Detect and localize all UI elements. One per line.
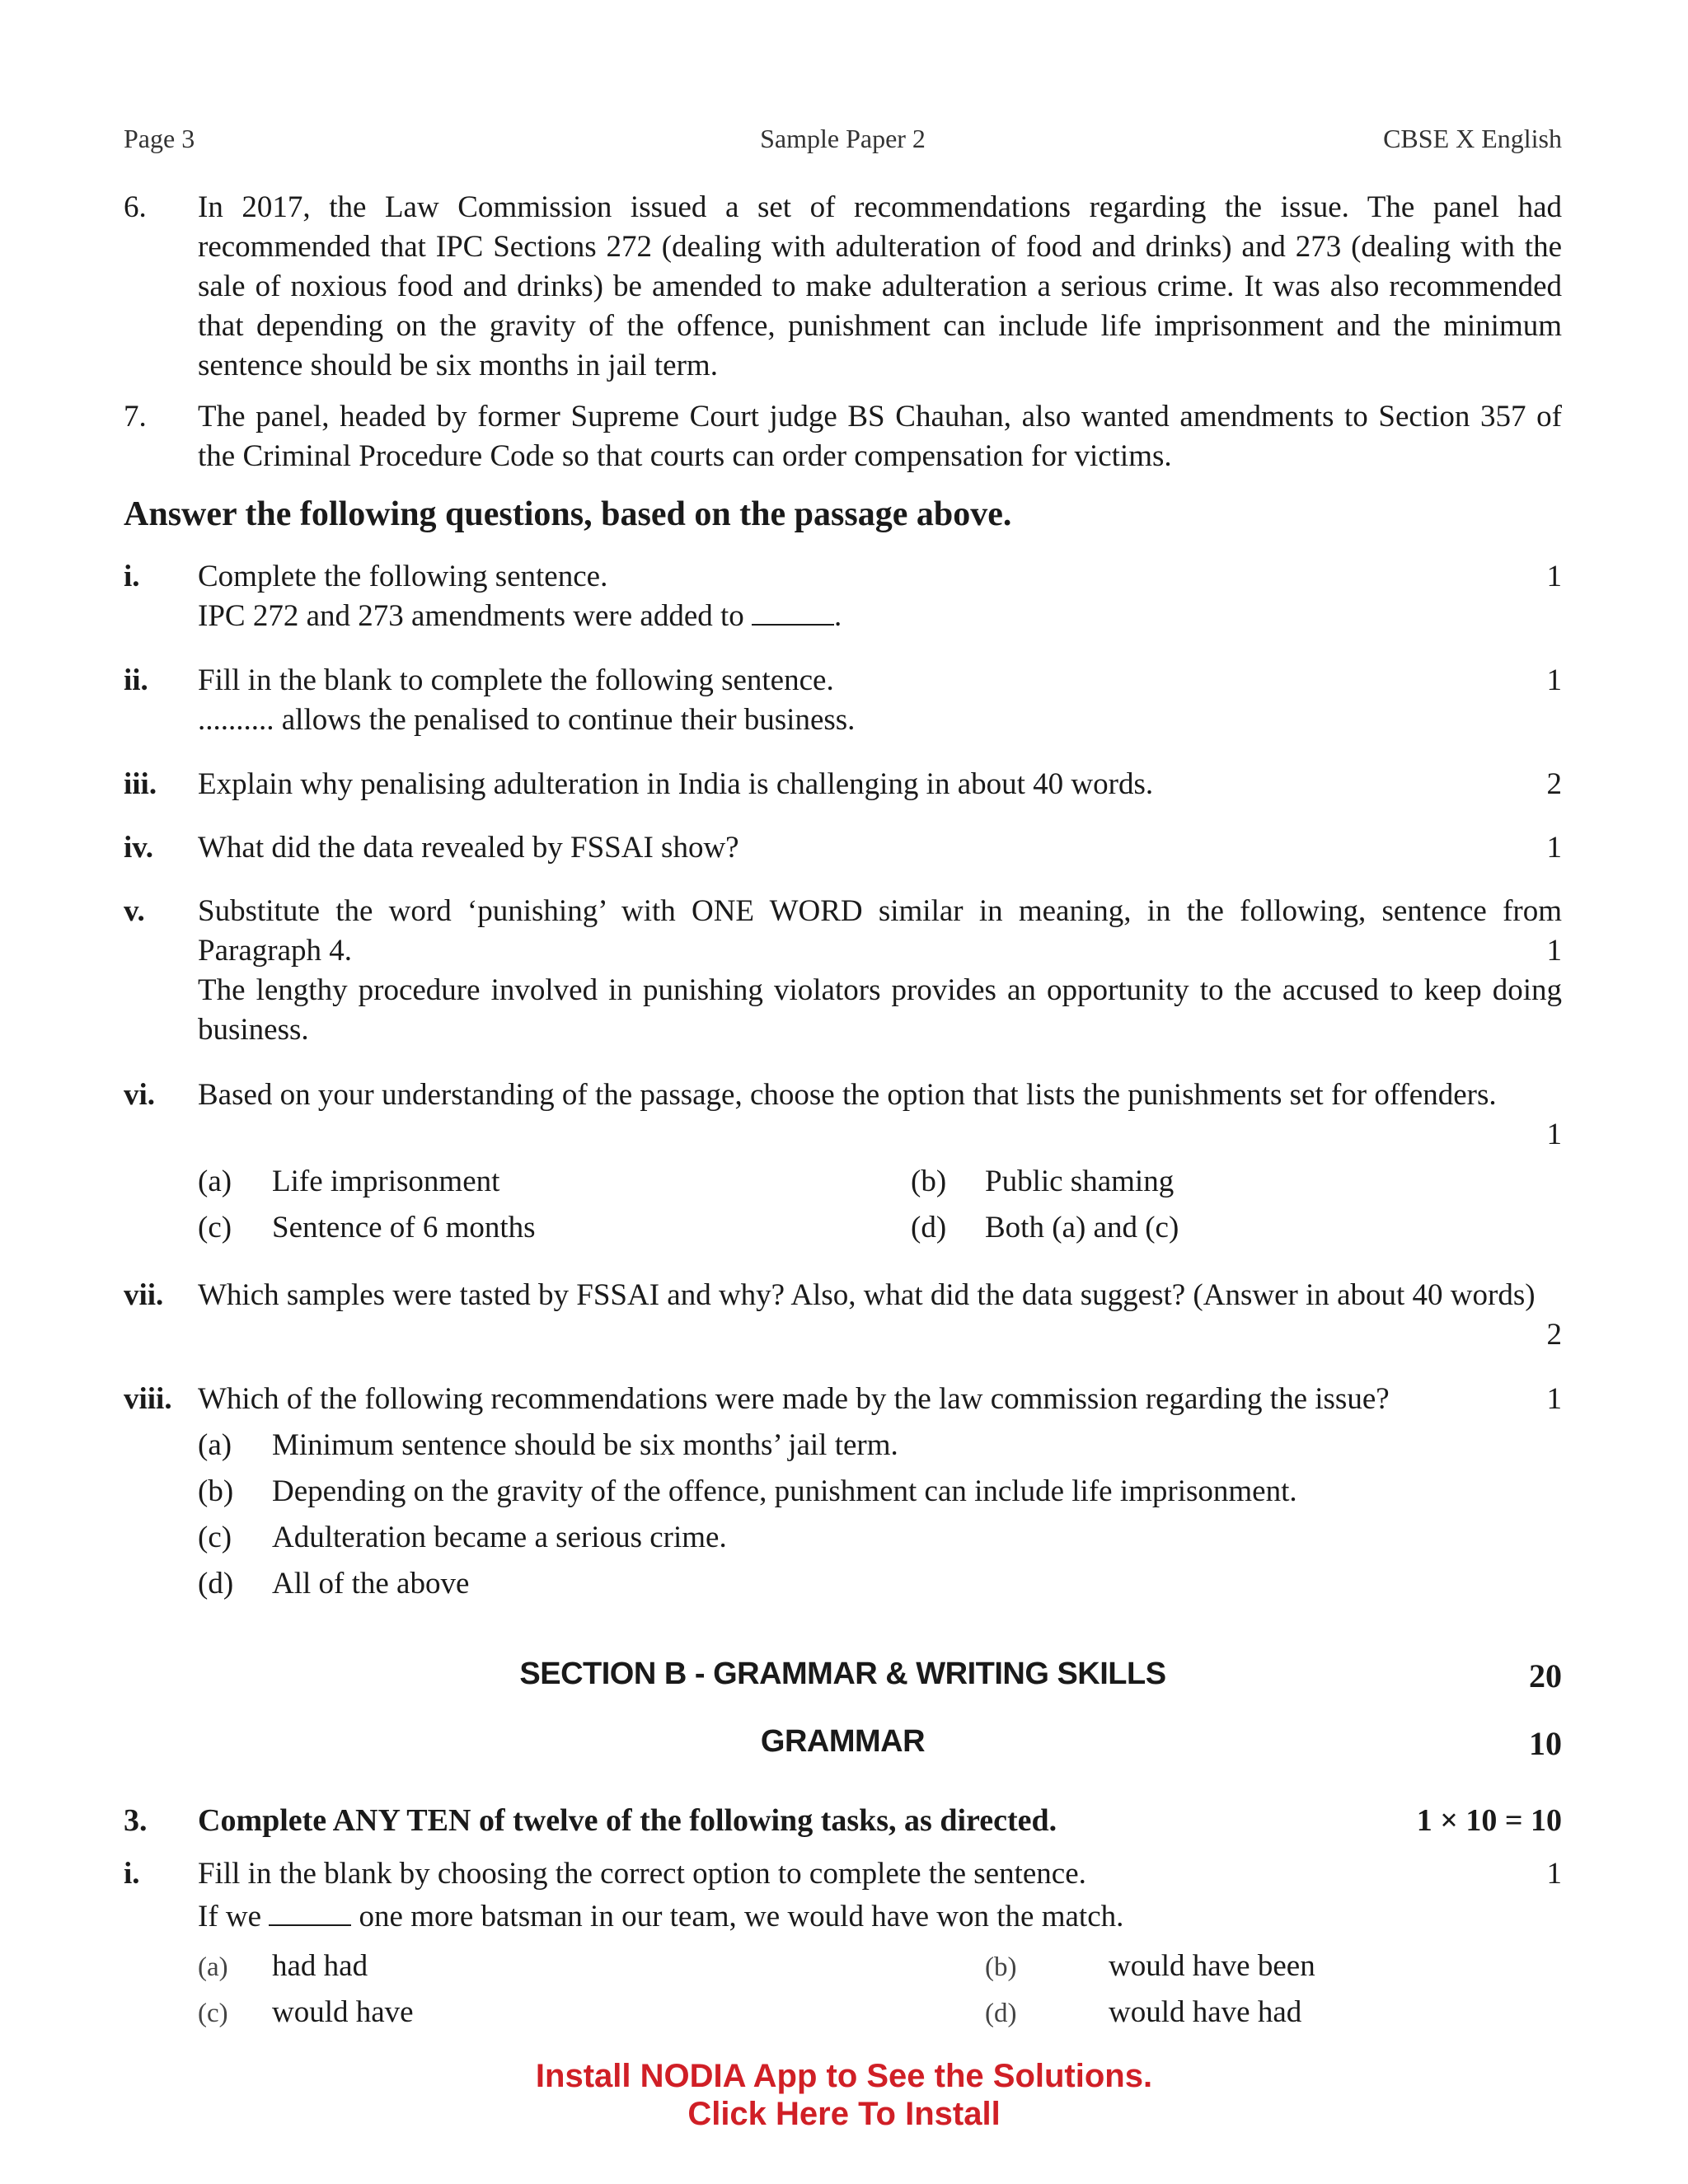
question-marks: 2	[1546, 767, 1562, 801]
question-number: viii.	[124, 1382, 172, 1416]
blank-line	[269, 1898, 351, 1926]
paragraph-number: 7.	[124, 400, 147, 434]
question-text: Which of the following recommendations were made by the law commission regarding the issue?	[198, 1382, 1390, 1416]
question-marks: 1	[1546, 1118, 1562, 1151]
option-c: (c) Sentence of 6 months	[198, 1211, 536, 1244]
install-app-text[interactable]: Install NODIA App to See the Solutions.	[535, 2058, 1153, 2094]
question-viii	[124, 1380, 1562, 1419]
question-vii	[124, 1276, 1562, 1352]
task-3-heading	[124, 1801, 1562, 1840]
question-number: iv.	[124, 831, 153, 865]
option-c: (c) would have	[198, 1995, 414, 2029]
option-d: (d) Both (a) and (c)	[911, 1211, 1179, 1244]
option-d: (d) would have had	[985, 1995, 1302, 2029]
section-marks: 20	[1529, 1657, 1562, 1694]
paragraph-text: The panel, headed by former Supreme Court judge BS Chauhan, also wanted amendments to Section 357 of the Criminal Procedure Code so that courts can order compensation for victims.	[198, 400, 1562, 473]
question-marks: 1	[1546, 560, 1562, 593]
question-text: Complete the following sentence.	[198, 560, 608, 593]
question-iv	[124, 828, 1562, 868]
option-b: (b) Public shaming	[911, 1165, 1175, 1198]
question-marks: 2	[1546, 1318, 1562, 1352]
question-text: What did the data revealed by FSSAI show?	[198, 831, 739, 865]
question-number: iii.	[124, 767, 157, 801]
blank-line	[752, 598, 834, 626]
paragraph-number: 6.	[124, 190, 147, 224]
subject-title: CBSE X English	[1383, 124, 1562, 153]
option-c: (c) Adulteration became a serious crime.	[198, 1521, 727, 1554]
task-text: Complete ANY TEN of twelve of the following tasks, as directed.	[198, 1803, 1057, 1838]
question-i	[124, 557, 1562, 636]
question-number: ii.	[124, 663, 148, 697]
install-app-banner[interactable]	[0, 2057, 1688, 2133]
question-v	[124, 892, 1562, 1050]
paragraph-text: In 2017, the Law Commission issued a set of recommendations regarding the issue. The panel had recommended that IPC Sections 272 (dealing with adulteration of food and drinks) and 273 (dealing with the sale of noxious food and drinks) be amended to make adulteration a serious crime. It was also recommended that depending on the gravity of the offence, punishment can include life imprisonment and the minimum sentence should be six months in jail term.	[198, 190, 1562, 382]
section-title: SECTION B - GRAMMAR & WRITING SKILLS	[519, 1657, 1166, 1691]
question-sentence: The lengthy procedure involved in punishing violators provides an opportunity to the accused to keep doing business.	[198, 973, 1562, 1047]
task-marks: 1 × 10 = 10	[1416, 1803, 1562, 1838]
question-text: Substitute the word ‘punishing’ with ONE WORD similar in meaning, in the following, sentence from Paragraph 4.	[198, 894, 1562, 968]
questions-heading: Answer the following questions, based on the passage above.	[124, 495, 1012, 533]
question-number: v.	[124, 894, 145, 928]
question-marks: 1	[1546, 1857, 1562, 1891]
question-ii	[124, 661, 1562, 740]
option-b: (b) Depending on the gravity of the offence, punishment can include life imprisonment.	[198, 1474, 1297, 1508]
question-text: Based on your understanding of the passage, choose the option that lists the punishments set for offenders.	[198, 1078, 1497, 1112]
question-sentence: If we one more batsman in our team, we would have won the match.	[198, 1900, 1124, 1933]
option-b: (b) would have been	[985, 1949, 1315, 1983]
question-sentence: IPC 272 and 273 amendments were added to .	[198, 599, 842, 633]
page-header	[124, 124, 1562, 157]
question-text: Explain why penalising adulteration in India is challenging in about 40 words.	[198, 767, 1154, 801]
paper-title: Sample Paper 2	[760, 124, 926, 153]
question-vi	[124, 1076, 1562, 1151]
option-a: (a) had had	[198, 1949, 368, 1983]
question-text: Fill in the blank to complete the following sentence.	[198, 663, 834, 697]
option-a: (a) Life imprisonment	[198, 1165, 500, 1198]
question-text: Which samples were tasted by FSSAI and why? Also, what did the data suggest? (Answer in about 40 words)	[198, 1278, 1536, 1312]
question-marks: 1	[1546, 1382, 1562, 1416]
passage-paragraph-6	[124, 188, 1562, 386]
question-marks: 1	[1546, 663, 1562, 697]
option-d: (d) All of the above	[198, 1567, 470, 1601]
question-number: vi.	[124, 1078, 156, 1112]
question-number: i.	[124, 1857, 140, 1891]
question-text: Fill in the blank by choosing the correct option to complete the sentence.	[198, 1857, 1086, 1891]
task-3-question-i	[124, 1854, 1562, 1937]
grammar-title: GRAMMAR	[760, 1724, 926, 1759]
question-iii	[124, 765, 1562, 804]
question-number: i.	[124, 560, 140, 593]
question-marks: 1	[1546, 831, 1562, 865]
option-a: (a) Minimum sentence should be six months’ jail term.	[198, 1428, 898, 1462]
grammar-marks: 10	[1529, 1725, 1562, 1762]
click-here-install-link[interactable]: Click Here To Install	[687, 2096, 1001, 2132]
question-marks: 1	[1546, 934, 1562, 968]
question-number: vii.	[124, 1278, 164, 1312]
task-number: 3.	[124, 1803, 148, 1838]
question-sentence: .......... allows the penalised to continue their business.	[198, 703, 856, 737]
page-number: Page 3	[124, 124, 195, 153]
passage-paragraph-7	[124, 397, 1562, 476]
